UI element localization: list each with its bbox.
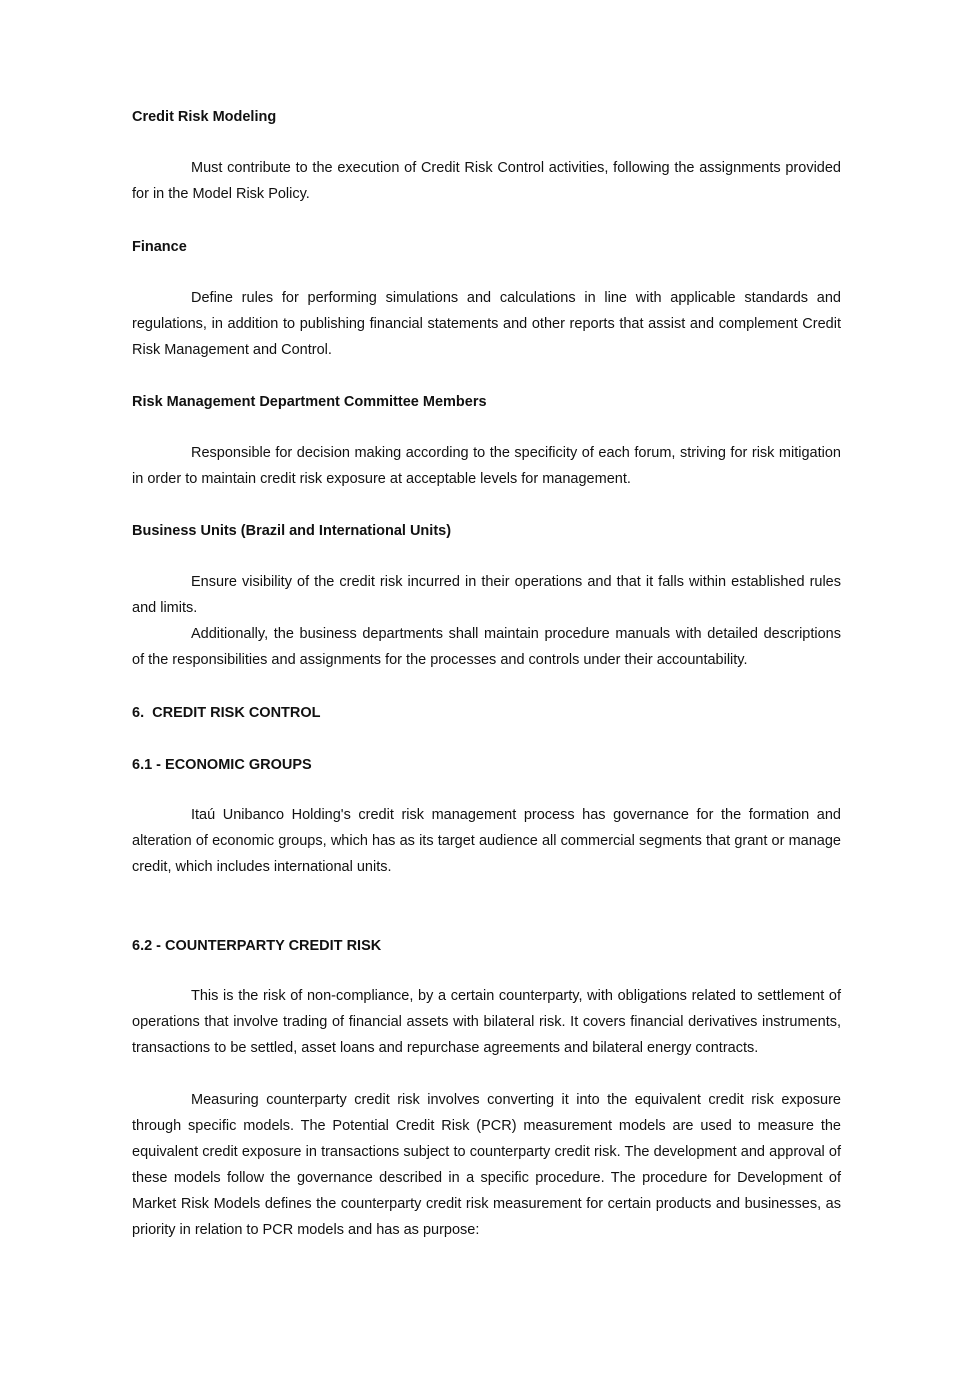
paragraph-counterparty-credit-risk-1: This is the risk of non-compliance, by a certain counterparty, with obligations related to settlement of operations that involve trading of financial assets with bilateral risk. It covers financial derivatives instruments, transactions to be settled, asset loans and repurchase agreements and bilateral energy contracts. (132, 988, 841, 1056)
paragraph-counterparty-credit-risk-2: Measuring counterparty credit risk involves converting it into the equivalent credit risk exposure through specific models. The Potential Credit Risk (PCR) measurement models are used to measure the equivalent credit exposure in transactions subject to counterparty credit risk. The development and approval of these models follow the governance described in a specific procedure. The procedure for Development of Market Risk Models defines the counterparty credit risk measurement for certain products and businesses, as priority in relation to PCR models and has as purpose: (132, 1092, 841, 1238)
paragraph-economic-groups: Itaú Unibanco Holding's credit risk management process has governance for the formation and alteration of economic groups, which has as its target audience all commercial segments that grant or manage credit, which includes international units. (132, 807, 841, 875)
paragraph-business-units-2: Additionally, the business departments shall maintain procedure manuals with detailed descriptions of the responsibilities and assignments for the processes and controls under their accountability. (132, 626, 841, 668)
paragraph-business-units-1: Ensure visibility of the credit risk incurred in their operations and that it falls within established rules and limits. (132, 574, 841, 616)
paragraph-risk-management-committee: Responsible for decision making according to the specificity of each forum, striving for risk mitigation in order to maintain credit risk exposure at acceptable levels for management. (132, 445, 841, 487)
heading-credit-risk-modeling: Credit Risk Modeling (132, 109, 277, 125)
heading-credit-risk-control: 6. CREDIT RISK CONTROL (132, 705, 321, 721)
heading-counterparty-credit-risk: 6.2 - COUNTERPARTY CREDIT RISK (132, 938, 382, 954)
heading-business-units: Business Units (Brazil and International Units) (132, 523, 452, 539)
heading-risk-management-committee: Risk Management Department Committee Members (132, 394, 487, 410)
heading-finance: Finance (132, 239, 187, 255)
heading-economic-groups: 6.1 - ECONOMIC GROUPS (132, 757, 312, 773)
paragraph-finance: Define rules for performing simulations and calculations in line with applicable standards and regulations, in addition to publishing financial statements and other reports that assist and complement Credit Risk Management and Control. (132, 290, 841, 358)
paragraph-credit-risk-modeling: Must contribute to the execution of Credit Risk Control activities, following the assignments provided for in the Model Risk Policy. (132, 160, 841, 202)
